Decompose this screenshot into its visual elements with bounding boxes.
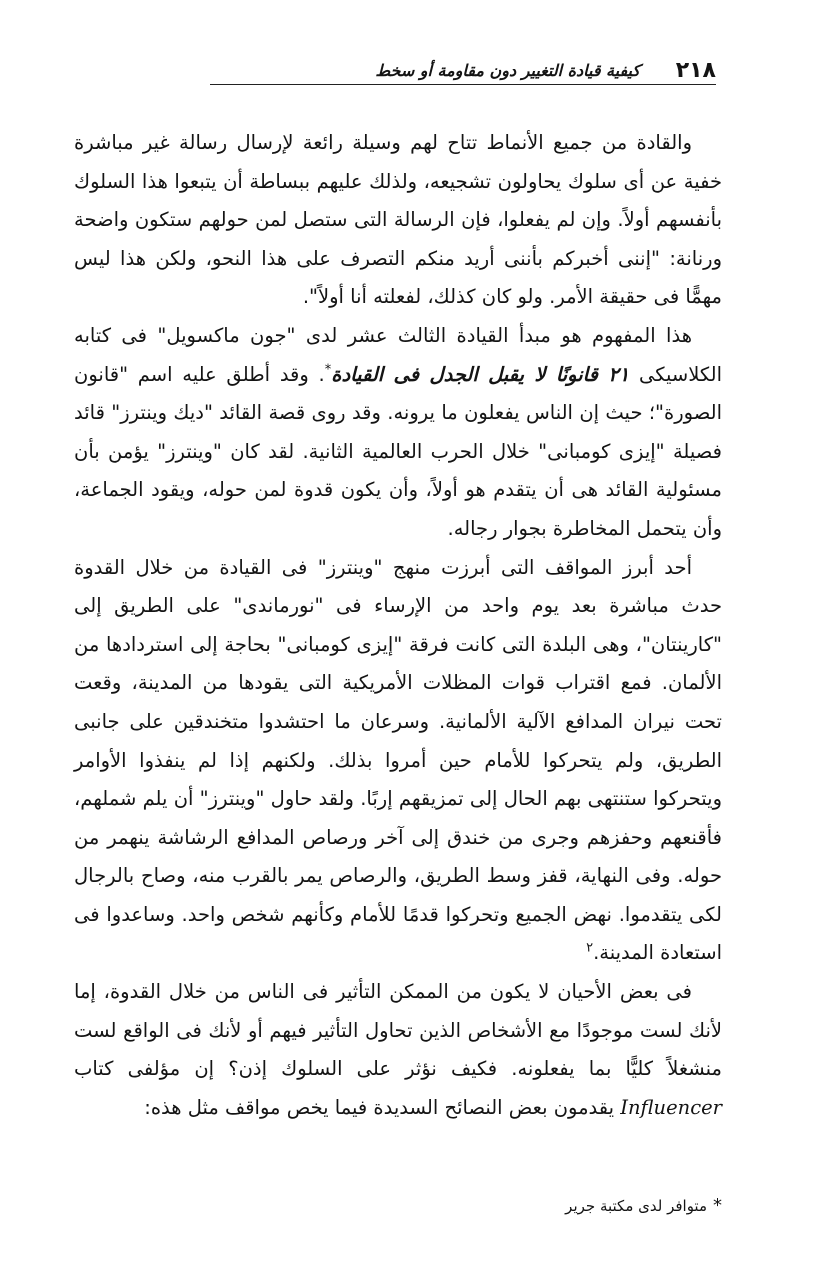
- paragraph-2-part-2: . وقد أطلق عليه اسم "قانون الصورة"؛ حيث إن الناس يفعلون ما يرونه. وقد روى قصة القائد "ديك وينترز" قائد فصيلة "إيزى كومبانى" خلال الحرب العالمية الثانية. لقد كان "وينترز" يؤمن بأن مسئولية القائد هى أن يتقدم هو أولاً، وأن يكون قدوة لمن حوله، ويقود الجماعة، وأن يتحمل المخاطرة بجوار رجاله.: [74, 362, 722, 540]
- header-rule: [210, 84, 716, 85]
- paragraph-4-part-1: فى بعض الأحيان لا يكون من الممكن التأثير فى الناس من خلال القدوة، إما لأنك لست موجودًا مع الأشخاص الذين تحاول التأثير فيهم أو لأنك فى الواقع لست منشغلاً كليًّا بما يفعلونه. فكيف نؤثر على السلوك إذن؟ إن مؤلفى كتاب: [74, 980, 722, 1081]
- footnote-mark: *: [324, 362, 332, 378]
- footnote-text: متوافر لدى مكتبة جرير: [565, 1197, 707, 1215]
- book-title-21-laws: ٢١ قانونًا لا يقبل الجدل فى القيادة: [331, 362, 630, 386]
- paragraph-3: [74, 549, 722, 974]
- endnote-mark: ٢: [586, 940, 594, 956]
- running-head: [210, 58, 716, 84]
- paragraph-4: [74, 973, 722, 1127]
- paragraph-3-text: أحد أبرز المواقف التى أبرزت منهج "وينترز" فى القيادة من خلال القدوة حدث مباشرة بعد يوم واحد من الإرساء فى "نورماندى" على الطريق إلى "كارينتان"، وهى البلدة التى كانت فرقة "إيزى كومبانى" بحاجة إلى استردادها من الألمان. فمع اقتراب قوات المظلات الأمريكية التى يقودها من المدينة، وقعت تحت نيران المدافع الآلية الألمانية. وسرعان ما احتشدوا متخندقين على جانبى الطريق، ولم يتحركوا للأمام حين أمروا بذلك. ولكنهم إذا لم ينفذوا الأوامر ويتحركوا ستنتهى بهم الحال إلى تمزيقهم إربًا. ولقد حاول "وينترز" أن يلم شملهم، فأقنعهم وحفزهم وجرى من خندق إلى آخر ورصاص المدافع الرشاشة ينهمر من حوله. وفى النهاية، قفز وسط الطريق، والرصاص يمر بالقرب منه، وصاح بالرجال لكى يتقدموا. نهض الجميع وتحركوا قدمًا للأمام وكأنهم شخص واحد. وساعدوا فى استعادة المدينة.: [74, 555, 722, 965]
- book-title-influencer: Influencer: [620, 1095, 722, 1119]
- page-number: ٢١٨: [675, 58, 716, 83]
- chapter-title: كيفية قيادة التغيير دون مقاومة أو سخط: [375, 61, 640, 80]
- paragraph-4-part-2: يقدمون بعض النصائح السديدة فيما يخص مواقف مثل هذه:: [144, 1095, 621, 1119]
- paragraph-2: [74, 317, 722, 549]
- paragraph-2-part-1: هذا المفهوم هو مبدأ القيادة الثالث عشر لدى "جون ماكسويل" فى كتابه الكلاسيكى: [74, 323, 722, 386]
- body-text: [74, 124, 722, 1127]
- footnote: [462, 1194, 722, 1218]
- footnote-star: *: [713, 1195, 722, 1216]
- paragraph-1: والقادة من جميع الأنماط تتاح لهم وسيلة رائعة لإرسال رسالة غير مباشرة خفية عن أى سلوك يحاولون تشجيعه، ولذلك عليهم ببساطة أن يتبعوا هذا السلوك بأنفسهم أولاً. وإن لم يفعلوا، فإن الرسالة التى ستصل لمن حولهم ستكون واضحة ورنانة: "إننى أخبركم بأننى أريد منكم التصرف على هذا النحو، ولكن هذا ليس مهمًّا فى حقيقة الأمر. ولو كان كذلك، لفعلته أنا أولاً".: [74, 131, 722, 309]
